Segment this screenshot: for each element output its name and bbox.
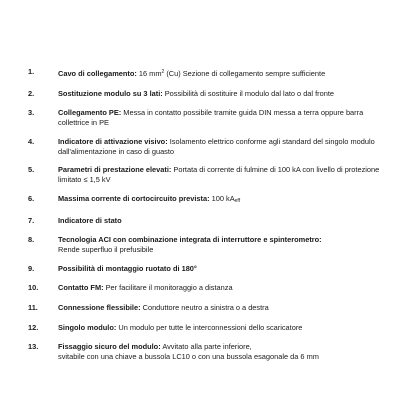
- item-number: 6.: [28, 193, 35, 203]
- item-title: Contatto FM:: [58, 283, 104, 293]
- item-title: Cavo di collegamento:: [58, 69, 137, 78]
- feature-item-9: [0, 264, 400, 274]
- item-number: 9.: [28, 263, 35, 273]
- feature-item-7: [0, 216, 400, 226]
- feature-item-10: [0, 283, 400, 293]
- item-number: 11.: [28, 302, 38, 312]
- feature-item-2: [0, 89, 400, 99]
- feature-item-3: [0, 108, 400, 128]
- feature-item-12: [0, 323, 400, 333]
- item-description: Un modulo per tutte le interconnessioni dello scaricatore: [116, 322, 303, 332]
- item-description: Possibilità di sostituire il modulo dal lato o dal fronte: [162, 88, 335, 98]
- item-description: Portata di corrente di fulmine di 100 kA con livello di protezione limitato ≤ 1,5 kV: [58, 165, 380, 185]
- feature-item-6: [0, 194, 400, 206]
- item-description-line2: svitabile con una chiave a bussola LC10 o con una bussola esagonale da 6 mm: [58, 352, 319, 362]
- item-title: Connessione flessibile:: [58, 302, 141, 312]
- item-description: (Cu) Sezione di collegamento sempre sufficiente: [164, 69, 326, 78]
- item-title: Massima corrente di cortocircuito prevista:: [58, 193, 210, 203]
- item-title: Sostituzione modulo su 3 lati:: [58, 88, 163, 98]
- item-description: Avvitato alla parte inferiore,: [160, 342, 252, 352]
- item-number: 1.: [28, 67, 35, 76]
- item-description-line2: dall'alimentazione in caso di guasto: [58, 146, 175, 156]
- item-number: 8.: [28, 235, 35, 245]
- item-number: 3.: [28, 108, 35, 118]
- item-title: Parametri di prestazione elevati:: [58, 165, 172, 175]
- item-number: 5.: [28, 165, 35, 175]
- item-number: 4.: [28, 136, 35, 146]
- item-title: Collegamento PE:: [58, 108, 122, 118]
- item-number: 7.: [28, 215, 35, 225]
- subscript: eff: [234, 197, 241, 204]
- feature-list: [0, 67, 400, 371]
- item-number: 2.: [28, 88, 35, 98]
- item-title: Indicatore di stato: [58, 215, 122, 225]
- item-description: Per facilitare il monitoraggio a distanza: [103, 283, 233, 293]
- item-title: Possibilità di montaggio ruotato di 180°: [58, 263, 197, 273]
- feature-item-11: [0, 303, 400, 313]
- superscript: 2: [161, 69, 165, 75]
- feature-item-5: [0, 165, 400, 185]
- item-title: Singolo modulo:: [58, 322, 117, 332]
- item-title: Indicatore di attivazione visivo:: [58, 136, 168, 146]
- item-description: Messa in contatto possibile tramite guida DIN messa a terra oppure barra collettrice in PE: [58, 108, 364, 128]
- item-description: Conduttore neutro a sinistra o a destra: [140, 302, 269, 312]
- feature-item-8: [0, 235, 400, 255]
- item-title: Fissaggio sicuro del modulo:: [58, 342, 161, 352]
- item-description-line2: Rende superfluo il prefusibile: [58, 245, 154, 255]
- item-number: 10.: [28, 283, 39, 293]
- feature-item-13: [0, 342, 400, 362]
- feature-item-4: [0, 137, 400, 157]
- item-number: 13.: [28, 342, 39, 352]
- item-number: 12.: [28, 322, 39, 332]
- feature-item-1: [0, 67, 400, 79]
- item-description: 16 mm: [136, 69, 162, 78]
- item-description: Isolamento elettrico conforme agli standard del singolo modulo: [167, 136, 375, 146]
- item-title: Tecnologia ACI con combinazione integrata di interruttore e spinterometro:: [58, 235, 322, 245]
- item-description: 100 kA: [209, 193, 235, 203]
